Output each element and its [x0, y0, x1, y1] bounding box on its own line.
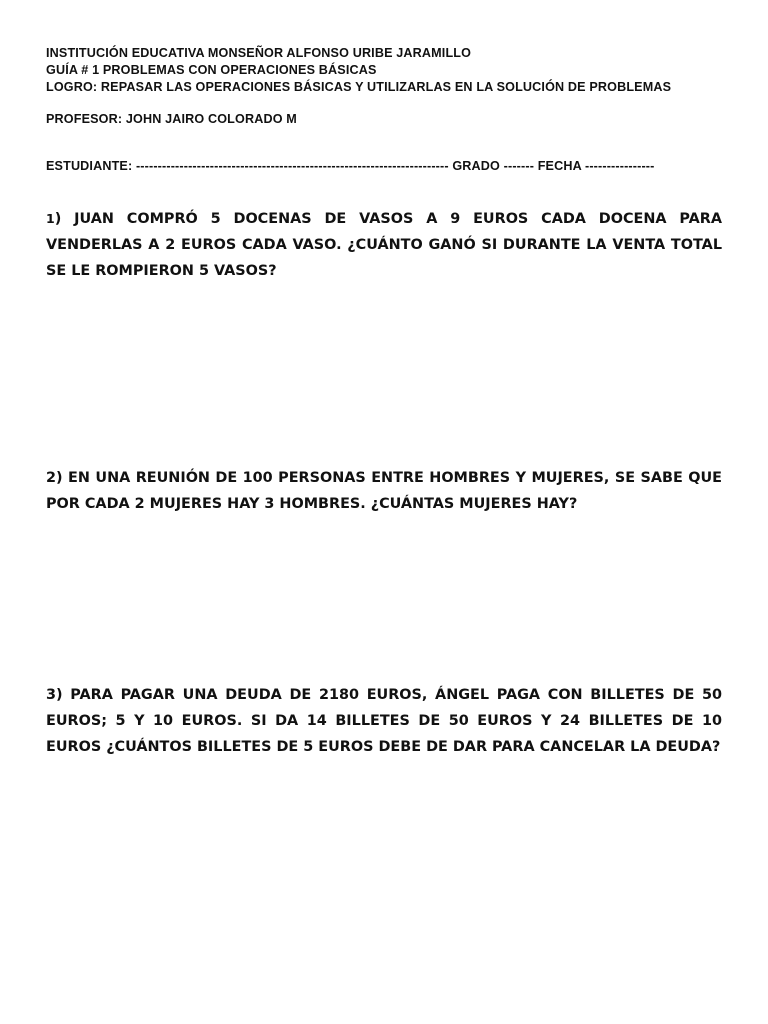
institution-name: INSTITUCIÓN EDUCATIVA MONSEÑOR ALFONSO URIBE JARAMILLO: [46, 46, 472, 60]
teacher-line: PROFESOR: JOHN JAIRO COLORADO M: [46, 112, 297, 126]
question-number: 2: [46, 470, 57, 486]
question-text: ) EN UNA REUNIÓN DE 100 PERSONAS ENTRE HOMBRES Y MUJERES, SE SABE QUE POR CADA 2 MUJERES HAY 3 HOMBRES. ¿CUÁNTAS MUJERES HAY?: [46, 470, 722, 512]
question-text: ) JUAN COMPRÓ 5 DOCENAS DE VASOS A 9 EUROS CADA DOCENA PARA VENDERLAS A 2 EUROS CADA VASO. ¿CUÁNTO GANÓ SI DURANTE LA VENTA TOTAL SE LE ROMPIERON 5 VASOS?: [46, 211, 722, 279]
question-1: [46, 206, 722, 284]
question-text: ) PARA PAGAR UNA DEUDA DE 2180 EUROS, ÁNGEL PAGA CON BILLETES DE 50 EUROS; 5 Y 10 EUROS. SI DA 14 BILLETES DE 50 EUROS Y 24 BILLETES DE 10 EUROS ¿CUÁNTOS BILLETES DE 5 EUROS DEBE DE DAR PARA CANCELAR LA DEUDA?: [46, 687, 722, 755]
student-info-line: ESTUDIANTE: ------------------------------------------------------------------------ GRADO ------- FECHA ----------------: [46, 159, 655, 173]
question-number: 1: [46, 211, 55, 226]
question-3: [46, 682, 722, 760]
question-number: 3: [46, 687, 57, 703]
learning-goal: LOGRO: REPASAR LAS OPERACIONES BÁSICAS Y UTILIZARLAS EN LA SOLUCIÓN DE PROBLEMAS: [46, 80, 672, 94]
question-2: [46, 465, 722, 517]
guide-title: GUÍA # 1 PROBLEMAS CON OPERACIONES BÁSICAS: [46, 63, 377, 77]
document-header: [46, 45, 736, 96]
